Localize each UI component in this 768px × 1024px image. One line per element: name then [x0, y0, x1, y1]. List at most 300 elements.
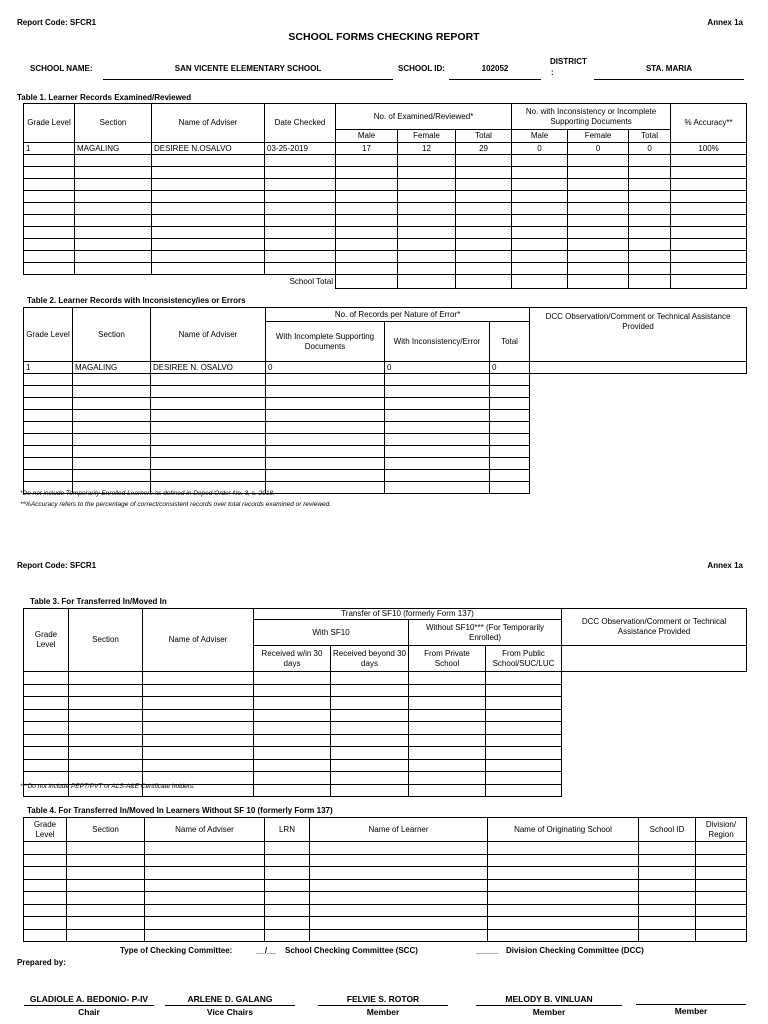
empty-cell[interactable]: [671, 191, 747, 203]
empty-cell[interactable]: [75, 203, 152, 215]
empty-cell[interactable]: [629, 155, 671, 167]
empty-cell[interactable]: [75, 227, 152, 239]
empty-cell[interactable]: [265, 892, 310, 905]
empty-cell[interactable]: [24, 684, 69, 697]
empty-cell[interactable]: [151, 410, 266, 422]
empty-cell[interactable]: [24, 239, 75, 251]
empty-cell[interactable]: [568, 191, 629, 203]
empty-cell[interactable]: [24, 446, 73, 458]
empty-cell[interactable]: [69, 734, 143, 747]
empty-cell[interactable]: [73, 410, 151, 422]
empty-cell[interactable]: [568, 179, 629, 191]
empty-cell[interactable]: [24, 251, 75, 263]
empty-cell[interactable]: [671, 155, 747, 167]
empty-cell[interactable]: [69, 759, 143, 772]
empty-cell[interactable]: [254, 684, 331, 697]
empty-cell[interactable]: [671, 251, 747, 263]
empty-cell[interactable]: [24, 672, 69, 685]
empty-cell[interactable]: [671, 179, 747, 191]
empty-cell[interactable]: [151, 458, 266, 470]
empty-cell[interactable]: [629, 227, 671, 239]
empty-cell[interactable]: [671, 263, 747, 275]
empty-cell[interactable]: [671, 239, 747, 251]
empty-cell[interactable]: [639, 867, 696, 880]
empty-cell[interactable]: [265, 263, 336, 275]
empty-cell[interactable]: [151, 434, 266, 446]
empty-cell[interactable]: [24, 422, 73, 434]
empty-cell[interactable]: [24, 203, 75, 215]
empty-cell[interactable]: [456, 239, 512, 251]
empty-cell[interactable]: [24, 722, 69, 735]
empty-cell[interactable]: [265, 215, 336, 227]
empty-cell[interactable]: [265, 251, 336, 263]
empty-cell[interactable]: [145, 879, 265, 892]
empty-cell[interactable]: [488, 854, 639, 867]
empty-cell[interactable]: [490, 482, 530, 494]
empty-cell[interactable]: [331, 734, 409, 747]
empty-cell[interactable]: [24, 155, 75, 167]
empty-cell[interactable]: [75, 179, 152, 191]
empty-cell[interactable]: [639, 879, 696, 892]
empty-cell[interactable]: [265, 929, 310, 942]
empty-cell[interactable]: [568, 155, 629, 167]
empty-cell[interactable]: [73, 458, 151, 470]
empty-cell[interactable]: [409, 722, 486, 735]
empty-cell[interactable]: [409, 709, 486, 722]
empty-cell[interactable]: [671, 203, 747, 215]
empty-cell[interactable]: [331, 784, 409, 797]
empty-cell[interactable]: [490, 374, 530, 386]
empty-cell[interactable]: [254, 672, 331, 685]
empty-cell[interactable]: [629, 215, 671, 227]
empty-cell[interactable]: [696, 879, 747, 892]
empty-cell[interactable]: [73, 374, 151, 386]
empty-cell[interactable]: [568, 239, 629, 251]
empty-cell[interactable]: [490, 398, 530, 410]
empty-cell[interactable]: [629, 239, 671, 251]
empty-cell[interactable]: [409, 684, 486, 697]
empty-cell[interactable]: [75, 155, 152, 167]
empty-cell[interactable]: [629, 251, 671, 263]
empty-cell[interactable]: [385, 374, 490, 386]
empty-cell[interactable]: [24, 759, 69, 772]
empty-cell[interactable]: [409, 697, 486, 710]
empty-cell[interactable]: [512, 263, 568, 275]
empty-cell[interactable]: [639, 892, 696, 905]
empty-cell[interactable]: [265, 917, 310, 930]
empty-cell[interactable]: [266, 482, 385, 494]
empty-cell[interactable]: [336, 263, 398, 275]
empty-cell[interactable]: [512, 251, 568, 263]
empty-cell[interactable]: [24, 879, 67, 892]
empty-cell[interactable]: [331, 722, 409, 735]
empty-cell[interactable]: [152, 263, 265, 275]
empty-cell[interactable]: [24, 734, 69, 747]
empty-cell[interactable]: [75, 215, 152, 227]
district-value: STA. MARIA: [594, 60, 744, 80]
empty-cell[interactable]: [310, 904, 488, 917]
empty-cell[interactable]: [67, 867, 145, 880]
empty-cell[interactable]: [24, 386, 73, 398]
dcc-checkbox[interactable]: _____: [476, 946, 499, 955]
empty-cell[interactable]: [265, 167, 336, 179]
empty-cell[interactable]: [73, 446, 151, 458]
empty-cell[interactable]: [254, 772, 331, 785]
empty-cell[interactable]: [409, 734, 486, 747]
empty-cell[interactable]: [265, 904, 310, 917]
empty-cell[interactable]: [75, 251, 152, 263]
empty-cell[interactable]: [398, 239, 456, 251]
empty-cell[interactable]: [24, 227, 75, 239]
empty-cell[interactable]: [24, 434, 73, 446]
empty-cell[interactable]: [266, 434, 385, 446]
empty-cell[interactable]: [696, 892, 747, 905]
empty-cell[interactable]: [488, 892, 639, 905]
empty-cell[interactable]: [331, 772, 409, 785]
empty-cell[interactable]: [266, 398, 385, 410]
empty-cell[interactable]: [67, 879, 145, 892]
empty-cell[interactable]: [696, 929, 747, 942]
empty-cell[interactable]: [266, 386, 385, 398]
empty-cell[interactable]: [336, 203, 398, 215]
empty-cell[interactable]: [486, 772, 562, 785]
empty-cell[interactable]: [145, 854, 265, 867]
empty-cell[interactable]: [24, 929, 67, 942]
empty-cell[interactable]: [265, 854, 310, 867]
empty-cell[interactable]: [24, 697, 69, 710]
empty-cell[interactable]: [254, 734, 331, 747]
empty-cell[interactable]: [143, 759, 254, 772]
empty-cell[interactable]: [512, 155, 568, 167]
empty-cell[interactable]: [488, 879, 639, 892]
empty-cell[interactable]: [143, 722, 254, 735]
empty-cell[interactable]: [336, 227, 398, 239]
empty-cell[interactable]: [265, 191, 336, 203]
empty-cell[interactable]: [254, 784, 331, 797]
empty-cell[interactable]: [151, 374, 266, 386]
empty-cell[interactable]: [24, 191, 75, 203]
empty-cell[interactable]: [69, 672, 143, 685]
empty-cell[interactable]: [69, 697, 143, 710]
empty-cell[interactable]: [456, 215, 512, 227]
empty-cell[interactable]: [336, 179, 398, 191]
empty-cell[interactable]: [512, 191, 568, 203]
empty-cell[interactable]: [488, 929, 639, 942]
empty-cell[interactable]: [336, 167, 398, 179]
empty-cell[interactable]: [265, 239, 336, 251]
empty-cell[interactable]: [629, 191, 671, 203]
empty-cell[interactable]: [486, 784, 562, 797]
empty-cell[interactable]: [512, 179, 568, 191]
empty-cell[interactable]: [331, 684, 409, 697]
empty-cell[interactable]: [265, 179, 336, 191]
empty-cell[interactable]: [336, 251, 398, 263]
empty-cell[interactable]: [629, 167, 671, 179]
empty-cell[interactable]: [266, 446, 385, 458]
empty-cell[interactable]: [456, 179, 512, 191]
empty-cell[interactable]: [73, 434, 151, 446]
empty-cell[interactable]: [73, 398, 151, 410]
empty-cell[interactable]: [486, 747, 562, 760]
empty-cell[interactable]: [69, 722, 143, 735]
empty-cell[interactable]: [152, 191, 265, 203]
empty-cell[interactable]: [310, 892, 488, 905]
empty-cell[interactable]: [310, 867, 488, 880]
empty-cell[interactable]: [456, 167, 512, 179]
empty-cell[interactable]: [24, 842, 67, 855]
empty-cell[interactable]: [456, 155, 512, 167]
empty-cell[interactable]: [265, 842, 310, 855]
empty-cell[interactable]: [385, 458, 490, 470]
empty-cell[interactable]: [67, 842, 145, 855]
empty-cell[interactable]: [24, 410, 73, 422]
empty-cell[interactable]: [385, 386, 490, 398]
empty-cell[interactable]: [568, 215, 629, 227]
empty-cell[interactable]: [331, 672, 409, 685]
empty-cell[interactable]: [73, 422, 151, 434]
empty-cell[interactable]: [331, 759, 409, 772]
empty-cell[interactable]: [67, 892, 145, 905]
empty-cell[interactable]: [336, 215, 398, 227]
empty-cell[interactable]: [24, 747, 69, 760]
empty-cell[interactable]: [24, 709, 69, 722]
empty-cell[interactable]: [490, 386, 530, 398]
empty-cell[interactable]: [639, 854, 696, 867]
empty-cell[interactable]: [254, 747, 331, 760]
empty-cell[interactable]: [24, 854, 67, 867]
empty-cell[interactable]: [151, 446, 266, 458]
empty-cell[interactable]: [336, 191, 398, 203]
empty-cell[interactable]: [143, 672, 254, 685]
empty-cell[interactable]: [145, 842, 265, 855]
empty-cell[interactable]: [151, 398, 266, 410]
empty-cell[interactable]: [24, 374, 73, 386]
empty-cell[interactable]: [69, 684, 143, 697]
empty-cell[interactable]: [265, 879, 310, 892]
empty-cell[interactable]: [639, 917, 696, 930]
empty-cell[interactable]: [696, 842, 747, 855]
empty-cell[interactable]: [331, 709, 409, 722]
empty-cell[interactable]: [265, 227, 336, 239]
empty-cell[interactable]: [568, 203, 629, 215]
empty-cell[interactable]: [254, 709, 331, 722]
empty-cell[interactable]: [24, 917, 67, 930]
empty-cell[interactable]: [24, 398, 73, 410]
empty-cell[interactable]: [331, 747, 409, 760]
empty-cell[interactable]: [486, 709, 562, 722]
empty-cell[interactable]: [456, 251, 512, 263]
empty-cell[interactable]: [266, 458, 385, 470]
empty-cell[interactable]: [486, 697, 562, 710]
empty-cell[interactable]: [488, 904, 639, 917]
empty-cell[interactable]: [486, 734, 562, 747]
empty-cell[interactable]: [145, 929, 265, 942]
empty-cell[interactable]: [67, 917, 145, 930]
empty-cell[interactable]: [151, 422, 266, 434]
empty-cell[interactable]: [69, 709, 143, 722]
empty-cell[interactable]: [639, 929, 696, 942]
empty-cell[interactable]: [456, 203, 512, 215]
empty-cell[interactable]: [490, 434, 530, 446]
empty-cell[interactable]: [568, 251, 629, 263]
empty-cell[interactable]: [696, 917, 747, 930]
empty-cell[interactable]: [75, 239, 152, 251]
empty-cell[interactable]: [409, 672, 486, 685]
empty-cell[interactable]: [24, 904, 67, 917]
empty-cell[interactable]: [398, 263, 456, 275]
empty-cell[interactable]: [143, 734, 254, 747]
empty-cell[interactable]: [398, 251, 456, 263]
empty-cell[interactable]: [152, 215, 265, 227]
empty-cell[interactable]: [456, 191, 512, 203]
empty-cell[interactable]: [24, 867, 67, 880]
empty-cell[interactable]: [265, 203, 336, 215]
empty-cell[interactable]: [310, 854, 488, 867]
empty-cell[interactable]: [512, 203, 568, 215]
empty-cell[interactable]: [629, 179, 671, 191]
empty-cell[interactable]: [696, 904, 747, 917]
empty-cell[interactable]: [336, 155, 398, 167]
empty-cell[interactable]: [456, 263, 512, 275]
empty-cell[interactable]: [24, 470, 73, 482]
empty-cell[interactable]: [488, 842, 639, 855]
empty-cell[interactable]: [629, 203, 671, 215]
empty-cell[interactable]: [151, 386, 266, 398]
empty-cell[interactable]: [152, 227, 265, 239]
empty-cell[interactable]: [73, 386, 151, 398]
empty-cell[interactable]: [75, 263, 152, 275]
empty-cell[interactable]: [152, 239, 265, 251]
empty-cell[interactable]: [266, 374, 385, 386]
empty-cell[interactable]: [639, 842, 696, 855]
empty-cell[interactable]: [490, 458, 530, 470]
empty-cell[interactable]: [24, 215, 75, 227]
empty-cell[interactable]: [456, 227, 512, 239]
empty-cell[interactable]: [490, 446, 530, 458]
empty-cell[interactable]: [336, 239, 398, 251]
empty-cell[interactable]: [67, 929, 145, 942]
empty-cell[interactable]: [409, 759, 486, 772]
empty-cell[interactable]: [398, 167, 456, 179]
empty-cell[interactable]: [385, 482, 490, 494]
empty-cell[interactable]: [385, 470, 490, 482]
empty-cell[interactable]: [568, 227, 629, 239]
empty-cell[interactable]: [265, 155, 336, 167]
empty-cell[interactable]: [266, 470, 385, 482]
empty-cell[interactable]: [385, 422, 490, 434]
empty-cell[interactable]: [512, 167, 568, 179]
empty-cell[interactable]: [671, 227, 747, 239]
empty-cell[interactable]: [24, 892, 67, 905]
empty-cell[interactable]: [409, 772, 486, 785]
empty-cell[interactable]: [24, 179, 75, 191]
empty-cell[interactable]: [385, 410, 490, 422]
empty-cell[interactable]: [671, 215, 747, 227]
empty-cell[interactable]: [143, 747, 254, 760]
empty-cell[interactable]: [385, 434, 490, 446]
empty-cell[interactable]: [486, 672, 562, 685]
empty-cell[interactable]: [398, 215, 456, 227]
empty-cell[interactable]: [152, 167, 265, 179]
empty-cell[interactable]: [310, 879, 488, 892]
table2-caption: Table 2. Learner Records with Inconsistency/ies or Errors: [27, 296, 246, 305]
empty-cell[interactable]: [265, 867, 310, 880]
empty-cell[interactable]: [488, 867, 639, 880]
empty-cell[interactable]: [568, 263, 629, 275]
empty-cell[interactable]: [512, 227, 568, 239]
empty-cell[interactable]: [75, 191, 152, 203]
empty-cell[interactable]: [568, 167, 629, 179]
empty-cell[interactable]: [310, 842, 488, 855]
empty-cell[interactable]: [385, 398, 490, 410]
empty-cell[interactable]: [254, 697, 331, 710]
empty-cell[interactable]: [143, 697, 254, 710]
empty-cell[interactable]: [69, 747, 143, 760]
empty-cell[interactable]: [486, 684, 562, 697]
empty-cell[interactable]: [409, 784, 486, 797]
empty-cell[interactable]: [310, 929, 488, 942]
scc-checkbox[interactable]: __/__: [256, 946, 277, 955]
empty-cell[interactable]: [266, 422, 385, 434]
empty-cell[interactable]: [486, 722, 562, 735]
empty-cell[interactable]: [671, 167, 747, 179]
empty-cell[interactable]: [254, 759, 331, 772]
empty-cell[interactable]: [143, 684, 254, 697]
empty-cell[interactable]: [398, 227, 456, 239]
empty-cell[interactable]: [409, 747, 486, 760]
empty-cell[interactable]: [639, 904, 696, 917]
empty-cell[interactable]: [152, 179, 265, 191]
empty-cell[interactable]: [67, 904, 145, 917]
empty-cell[interactable]: [385, 446, 490, 458]
empty-cell[interactable]: [331, 697, 409, 710]
empty-cell[interactable]: [254, 722, 331, 735]
empty-cell[interactable]: [696, 854, 747, 867]
empty-cell[interactable]: [145, 867, 265, 880]
empty-cell[interactable]: [151, 470, 266, 482]
empty-cell[interactable]: [486, 759, 562, 772]
empty-cell[interactable]: [398, 155, 456, 167]
empty-cell[interactable]: [67, 854, 145, 867]
empty-cell[interactable]: [490, 422, 530, 434]
empty-cell[interactable]: [152, 203, 265, 215]
empty-cell[interactable]: [75, 167, 152, 179]
empty-cell[interactable]: [490, 410, 530, 422]
empty-cell[interactable]: [145, 904, 265, 917]
empty-cell[interactable]: [512, 215, 568, 227]
empty-cell[interactable]: [152, 251, 265, 263]
empty-cell[interactable]: [696, 867, 747, 880]
empty-cell[interactable]: [310, 917, 488, 930]
empty-cell[interactable]: [24, 167, 75, 179]
empty-cell[interactable]: [629, 263, 671, 275]
empty-cell[interactable]: [24, 263, 75, 275]
empty-cell[interactable]: [398, 179, 456, 191]
empty-cell[interactable]: [73, 470, 151, 482]
district-label: DISTRICT: [550, 57, 587, 66]
empty-cell[interactable]: [143, 709, 254, 722]
empty-cell[interactable]: [398, 203, 456, 215]
empty-cell[interactable]: [490, 470, 530, 482]
empty-cell[interactable]: [145, 892, 265, 905]
empty-cell[interactable]: [488, 917, 639, 930]
empty-cell[interactable]: [24, 458, 73, 470]
empty-cell[interactable]: [398, 191, 456, 203]
empty-cell[interactable]: [152, 155, 265, 167]
empty-cell[interactable]: [266, 410, 385, 422]
empty-cell[interactable]: [512, 239, 568, 251]
empty-cell[interactable]: [145, 917, 265, 930]
